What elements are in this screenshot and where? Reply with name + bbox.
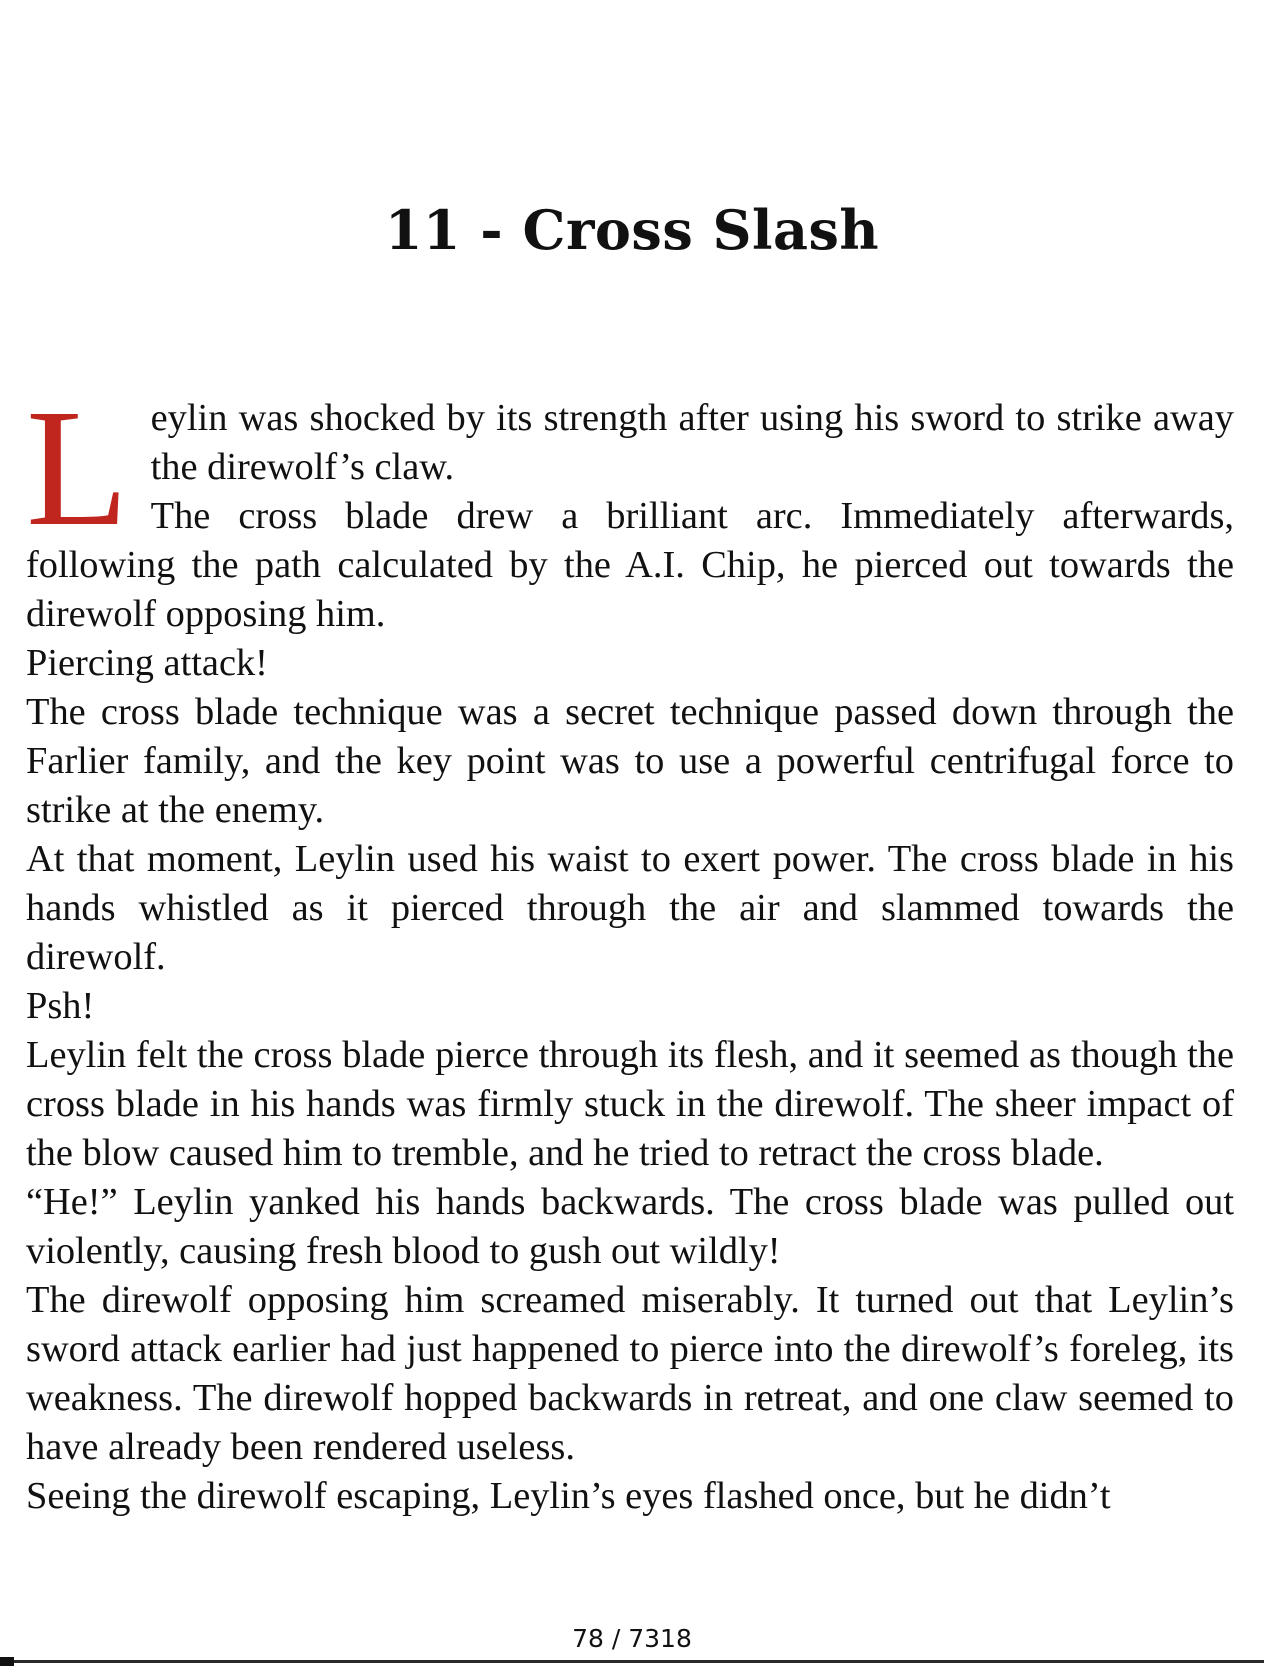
paragraph-2: The cross blade drew a brilliant arc. Immediately afterwards, following the path calculated by the A.I. Chip, he pierced out towards the direwolf opposing him. [26,495,1234,635]
page-indicator: 78 / 7318 [572,1624,692,1653]
paragraph-6: Psh! [26,985,95,1027]
paragraph-1 [26,375,1234,561]
chapter-body [26,375,1234,1521]
paragraph-7: Leylin felt the cross blade pierce through its flesh, and it seemed as though the cross blade in his hands was firmly stuck in the direwolf. The sheer impact of the blow caused him to tremble, and he tried to retract the cross blade. [26,1034,1234,1174]
paragraph-text: eylin was shocked by its strength after using his sword to strike away the direwolf’s claw. [150,397,1234,488]
paragraph-8: “He!” Leylin yanked his hands backwards. The cross blade was pulled out violently, causing fresh blood to gush out wildly! [26,1181,1234,1272]
paragraph-3: Piercing attack! [26,642,268,684]
paragraph-4: The cross blade technique was a secret technique passed down through the Farlier family, and the key point was to use a powerful centrifugal force to strike at the enemy. [26,691,1234,831]
reading-progress-fill [0,1657,14,1666]
chapter-title: 11 - Cross Slash [384,198,880,262]
paragraph-9: The direwolf opposing him screamed miserably. It turned out that Leylin’s sword attack earlier had just happened to pierce into the direwolf’s foreleg, its weakness. The direwolf hopped backwards in retreat, and one claw seemed to have already been rendered useless. [26,1279,1234,1468]
drop-cap: L [26,375,129,561]
reading-progress-bar[interactable] [0,1660,1264,1663]
paragraph-5: At that moment, Leylin used his waist to exert power. The cross blade in his hands whistled as it pierced through the air and slammed towards the direwolf. [26,838,1234,978]
paragraph-10: Seeing the direwolf escaping, Leylin’s eyes flashed once, but he didn’t [26,1475,1111,1517]
